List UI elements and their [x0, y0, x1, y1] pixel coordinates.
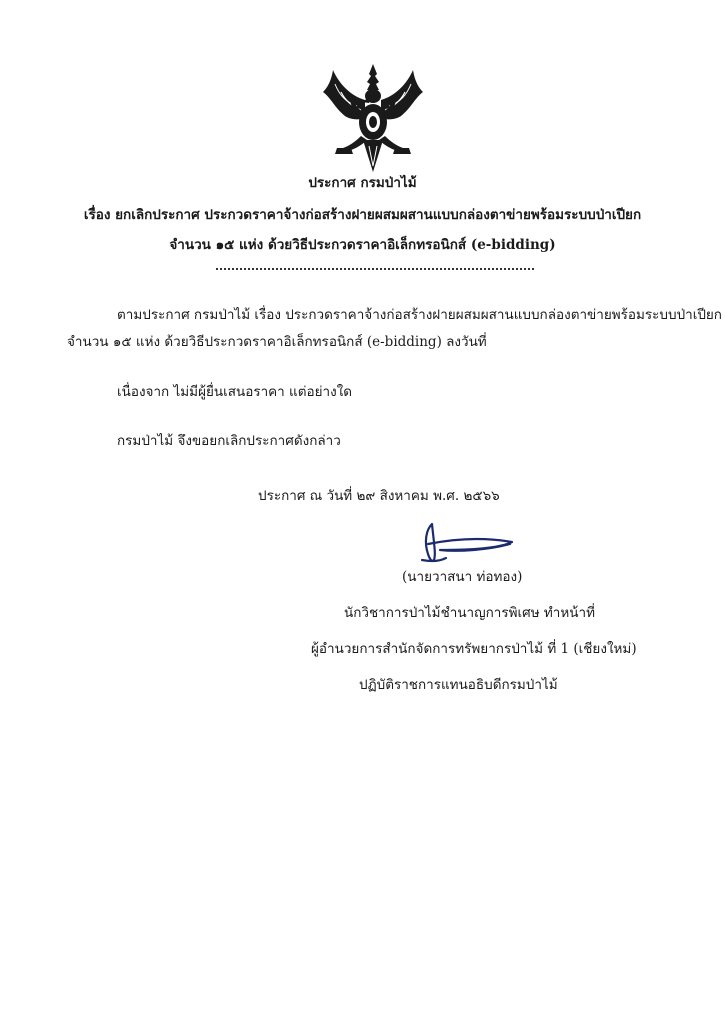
announcement-date: ประกาศ ณ วันที่ ๒๙ สิงหาคม พ.ศ. ๒๕๖๖ [258, 488, 500, 504]
announcement-title: ประกาศ กรมป่าไม้ [308, 175, 417, 191]
signer-name: (นายวาสนา ท่อทอง) [402, 569, 523, 585]
handwritten-signature [418, 520, 518, 566]
paragraph-1-line-1: ตามประกาศ กรมป่าไม้ เรื่อง ประกวดราคาจ้างก่อสร้างฝายผสมผสานแบบกล่องตาข่ายพร้อมระบบป่าเปียก [117, 307, 722, 323]
paragraph-2: เนื่องจาก ไม่มีผู้ยื่นเสนอราคา แต่อย่างใด [117, 384, 353, 400]
garuda-emblem-icon [321, 62, 425, 174]
subject-line-2: จำนวน ๑๕ แห่ง ด้วยวิธีประกวดราคาอิเล็กทรอนิกส์ (e-bidding) [169, 237, 556, 253]
signer-position-1: นักวิชาการป่าไม้ชำนาญการพิเศษ ทำหน้าที่ [344, 605, 595, 621]
subject-line-1: เรื่อง ยกเลิกประกาศ ประกวดราคาจ้างก่อสร้างฝายผสมผสานแบบกล่องตาข่ายพร้อมระบบป่าเปียก [83, 207, 642, 223]
paragraph-1-line-2: จำนวน ๑๕ แห่ง ด้วยวิธีประกวดราคาอิเล็กทรอนิกส์ (e-bidding) ลงวันที่ [67, 334, 487, 350]
signer-position-2: ผู้อำนวยการสำนักจัดการทรัพยากรป่าไม้ ที่ 1 (เชียงใหม่) [311, 641, 637, 657]
signer-position-3: ปฏิบัติราชการแทนอธิบดีกรมป่าไม้ [359, 677, 558, 693]
paragraph-3: กรมป่าไม้ จึงขอยกเลิกประกาศดังกล่าว [117, 433, 341, 449]
dotted-divider [216, 268, 534, 270]
